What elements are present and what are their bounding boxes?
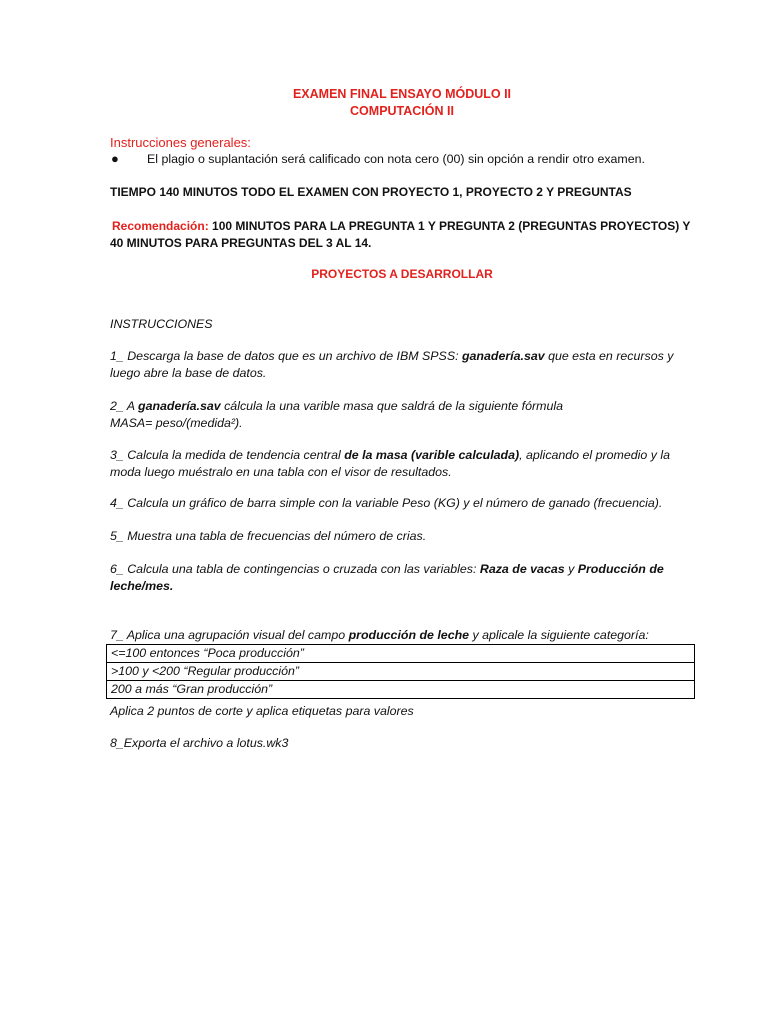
item-2-file: ganadería.sav	[138, 399, 221, 413]
tiempo-line: TIEMPO 140 MINUTOS TODO EL EXAMEN CON PROYECTO 1, PROYECTO 2 Y PREGUNTAS	[110, 185, 632, 199]
table-row	[107, 645, 695, 663]
recomendacion-label: Recomendación:	[112, 219, 209, 233]
item-6-var1: Raza de vacas	[479, 562, 565, 576]
item-2	[110, 398, 563, 432]
table-row	[107, 663, 695, 681]
plagio-notice: El plagio o suplantación será calificado con nota cero (00) sin opción a rendir otro examen.	[147, 152, 645, 166]
proyectos-heading: PROYECTOS A DESARROLLAR	[311, 267, 493, 281]
item-6-var2: Producción de	[577, 562, 664, 576]
item-3-text: 3_ Calcula la medida de tendencia central	[110, 448, 345, 462]
recomendacion-line2: 40 MINUTOS PARA PREGUNTAS DEL 3 AL 14.	[110, 236, 372, 250]
item-1-file: ganadería.sav	[461, 349, 545, 363]
recomendacion-line1	[112, 219, 690, 233]
item-8: 8_Exporta el archivo a lotus.wk3	[110, 736, 289, 750]
item-7	[110, 627, 649, 644]
item-2-text-end: cálcula la una varible masa que saldrá de la siguiente fórmula	[220, 399, 563, 413]
item-6-text: 6_ Calcula una tabla de contingencias o cruzada con las variables:	[110, 562, 480, 576]
item-7-note: Aplica 2 puntos de corte y aplica etiquetas para valores	[110, 704, 414, 718]
categories-table	[106, 644, 695, 699]
item-4: 4_ Calcula un gráfico de barra simple con la variable Peso (KG) y el número de ganado (frecuencia).	[110, 496, 663, 510]
category-cell: 200 a más “Gran producción”	[107, 681, 695, 699]
item-3-text-end: , aplicando el promedio y la	[519, 448, 670, 462]
item-1	[110, 348, 673, 382]
item-7-field: producción de leche	[348, 628, 470, 642]
item-7-text: 7_ Aplica una agrupación visual del campo	[110, 628, 349, 642]
category-cell: >100 y <200 “Regular producción”	[107, 663, 695, 681]
item-3-line2: moda luego muéstralo en una tabla con el visor de resultados.	[110, 465, 452, 479]
instrucciones-heading: INSTRUCCIONES	[110, 317, 213, 331]
category-cell: <=100 entonces “Poca producción”	[107, 645, 695, 663]
item-6-var2-end: leche/mes.	[110, 579, 174, 593]
instrucciones-generales-heading: Instrucciones generales:	[110, 135, 251, 150]
bullet-icon: ●	[111, 151, 119, 166]
table-row	[107, 681, 695, 699]
item-1-line2: luego abre la base de datos.	[110, 366, 267, 380]
recomendacion-text: 100 MINUTOS PARA LA PREGUNTA 1 Y PREGUNTA 2 (PREGUNTAS PROYECTOS) Y	[208, 219, 691, 233]
item-3	[110, 447, 670, 481]
item-2-text: 2_ A	[110, 399, 139, 413]
item-6	[110, 561, 664, 595]
item-3-bold: de la masa (varible calculada)	[344, 448, 520, 462]
item-5: 5_ Muestra una tabla de frecuencias del número de crias.	[110, 529, 427, 543]
item-1-text-end: que esta en recursos y	[544, 349, 674, 363]
exam-subtitle: COMPUTACIÓN II	[350, 104, 454, 118]
exam-title: EXAMEN FINAL ENSAYO MÓDULO II	[292, 87, 512, 101]
item-7-text-end: y aplicale la siguiente categoría:	[469, 628, 649, 642]
item-1-text: 1_ Descarga la base de datos que es un archivo de IBM SPSS:	[110, 349, 462, 363]
item-6-conj: y	[564, 562, 578, 576]
item-2-formula: MASA= peso/(medida²).	[110, 416, 243, 430]
